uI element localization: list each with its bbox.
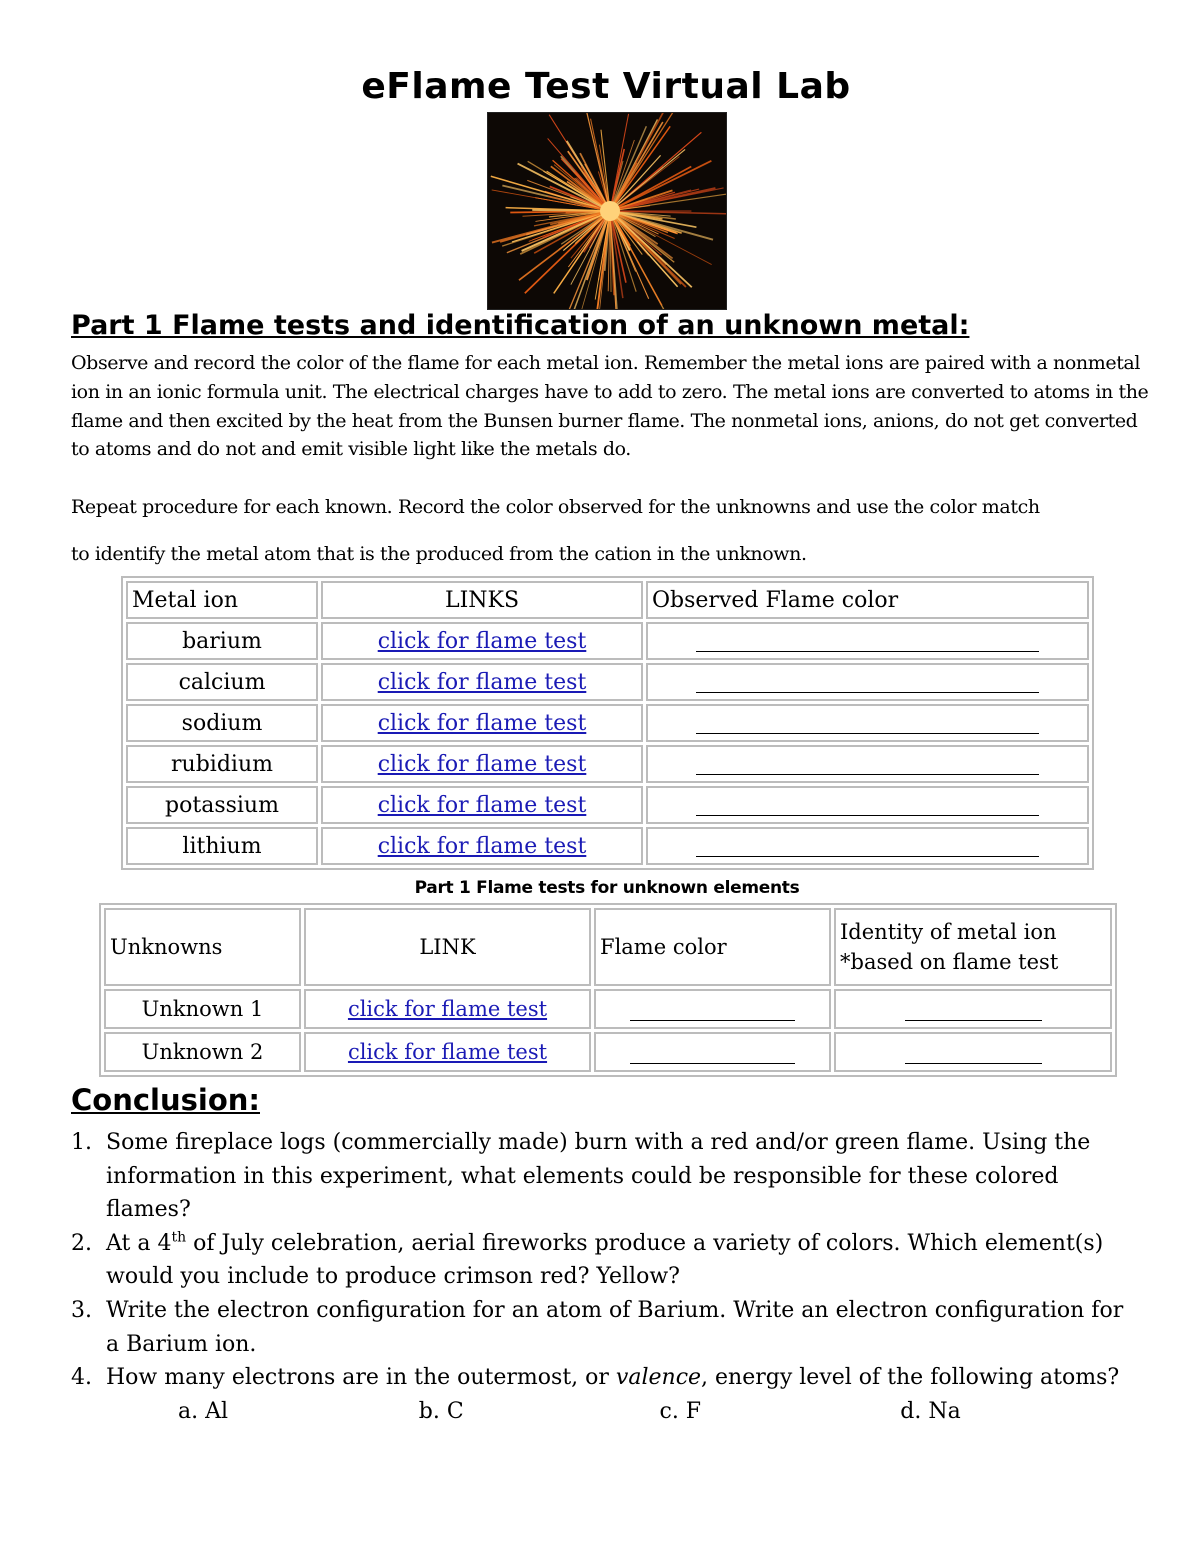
unknown-name: Unknown 1 — [104, 989, 301, 1029]
conclusion-questions — [71, 1126, 1141, 1428]
metal-name: rubidium — [126, 745, 318, 783]
flame-test-link[interactable]: click for flame test — [377, 669, 587, 695]
unknowns-table-caption: Part 1 Flame tests for unknown elements — [414, 878, 800, 898]
table-row — [126, 786, 1089, 824]
table-row — [126, 745, 1089, 783]
question-number: 4. — [71, 1365, 92, 1391]
answer-choice-b: b. C — [418, 1398, 464, 1424]
page-title: eFlame Test Virtual Lab — [361, 66, 851, 107]
header-unknowns: Unknowns — [104, 908, 301, 986]
table-row — [126, 827, 1089, 865]
answer-choices — [71, 1395, 1141, 1429]
flame-test-link[interactable]: click for flame test — [377, 792, 587, 818]
header-identity: Identity of metal ion *based on flame test — [834, 908, 1112, 986]
table-row — [126, 663, 1089, 701]
table-header-row — [126, 581, 1089, 619]
question-number: 3. — [71, 1297, 92, 1323]
metal-name: sodium — [126, 704, 318, 742]
identity-blank — [905, 1043, 1042, 1064]
flame-test-link[interactable]: click for flame test — [377, 751, 587, 777]
identity-blank — [905, 1000, 1042, 1021]
firework-image — [487, 112, 727, 310]
flame-color-blank — [630, 1043, 795, 1064]
flame-test-link[interactable]: click for flame test — [377, 710, 587, 736]
question-text: Write the electron configuration for an atom of Barium. Write an electron configuration for a Barium ion. — [106, 1297, 1124, 1357]
question-text-end: of July celebration, aerial fireworks produce a variety of colors. Which element(s) would you include to produce crimson red? Yellow? — [106, 1230, 1104, 1290]
table-row — [126, 704, 1089, 742]
question-text-end: , energy level of the following atoms? — [701, 1365, 1120, 1391]
conclusion-heading: Conclusion: — [71, 1083, 260, 1117]
unknown-name: Unknown 2 — [104, 1032, 301, 1072]
table-header-row — [104, 908, 1112, 986]
question-item — [71, 1294, 1141, 1361]
flame-test-link[interactable]: click for flame test — [377, 833, 587, 859]
observed-color-blank — [696, 713, 1039, 734]
answer-choice-c: c. F — [659, 1398, 702, 1424]
answer-choice-d: d. Na — [900, 1398, 961, 1424]
flame-test-link[interactable]: click for flame test — [347, 997, 548, 1021]
question-number: 1. — [71, 1130, 92, 1155]
part1-repeat-instructions: Repeat procedure for each known. Record the color observed for the unknowns and use the color match — [71, 496, 1040, 518]
valence-term: valence — [615, 1365, 702, 1391]
question-number: 2. — [71, 1230, 92, 1256]
part1-heading: Part 1 Flame tests and identification of an unknown metal: — [71, 310, 970, 341]
observed-color-blank — [696, 631, 1039, 652]
header-flame-color: Flame color — [594, 908, 831, 986]
header-observed-color: Observed Flame color — [646, 581, 1089, 619]
question-item — [71, 1126, 1141, 1227]
table-row — [104, 1032, 1112, 1072]
header-metal-ion: Metal ion — [126, 581, 318, 619]
flame-test-link[interactable]: click for flame test — [377, 628, 587, 654]
header-links: LINKS — [321, 581, 643, 619]
metal-name: barium — [126, 622, 318, 660]
firework-core — [600, 201, 620, 221]
firework-graphic — [488, 113, 726, 309]
observed-color-blank — [696, 795, 1039, 816]
metal-name: potassium — [126, 786, 318, 824]
question-text: Some fireplace logs (commercially made) burn with a red and/or green flame. Using the information in this experiment, what elements could be responsible for these colored flames? — [106, 1130, 1091, 1223]
flame-color-blank — [630, 1000, 795, 1021]
header-link: LINK — [304, 908, 591, 986]
question-item — [71, 1361, 1141, 1395]
table-row — [126, 622, 1089, 660]
metal-name: lithium — [126, 827, 318, 865]
ordinal-suffix: th — [171, 1229, 187, 1246]
observed-color-blank — [696, 836, 1039, 857]
answer-choice-a: a. Al — [178, 1398, 229, 1424]
observed-color-blank — [696, 754, 1039, 775]
question-text-start: How many electrons are in the outermost, or — [106, 1365, 616, 1391]
metal-name: calcium — [126, 663, 318, 701]
question-item — [71, 1227, 1141, 1294]
table-row — [104, 989, 1112, 1029]
question-text-start: At a 4 — [106, 1230, 172, 1256]
known-metals-table — [121, 576, 1094, 870]
part1-identify-instructions: to identify the metal atom that is the produced from the cation in the unknown. — [71, 543, 807, 565]
part1-instructions: Observe and record the color of the flame for each metal ion. Remember the metal ions are paired with a nonmetal ion in an ionic formula unit. The electrical charges have to add to zero. The metal ions are converted to atoms in the flame and then excited by the heat from the Bunsen burner flame. The nonmetal ions, anions, do not get converted to atoms and do not and emit visible light like the metals do. — [71, 352, 1149, 461]
observed-color-blank — [696, 672, 1039, 693]
unknowns-table — [99, 903, 1117, 1077]
flame-test-link[interactable]: click for flame test — [347, 1040, 548, 1064]
